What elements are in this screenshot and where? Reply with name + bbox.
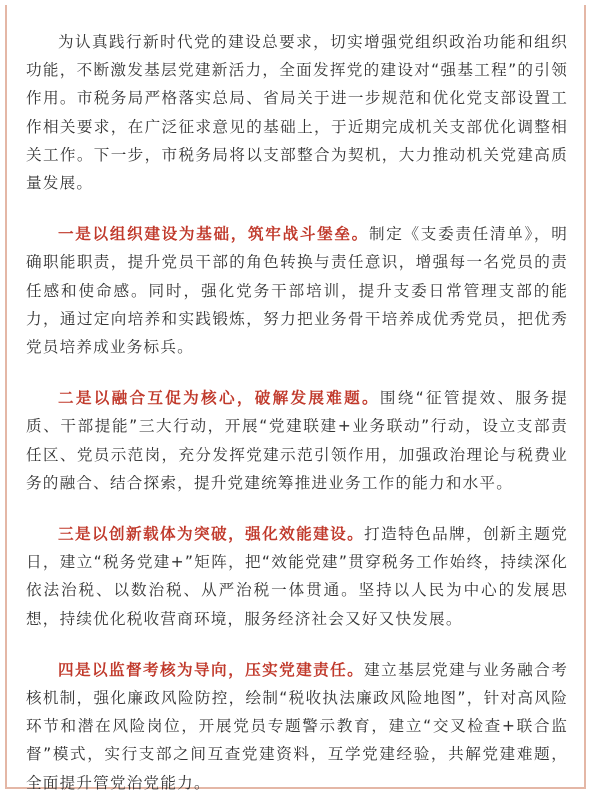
point-text-1: 制定《支委责任清单》，明确职能职责，提升党员干部的角色转换与责任意识，增强每一名党员的责任感和使命感。同时，强化党务干部培训，提升支委日常管理支部的能力，通过定向培养和实践锻炼，努力把业务骨干培养成优秀党员，把优秀党员培养成业务标兵。 [26,225,568,357]
article-body [26,28,568,797]
point-text-3: 打造特色品牌，创新主题党日，建立“税务党建+”矩阵，把“效能党建”贯穿税务工作始终，持续深化依法治税、以数治税、从严治税一体贯通。坚持以人民为中心的发展思想，持续优化税收营商环境，服务经济社会又好又快发展。 [26,525,568,628]
point-heading-1: 一是以组织建设为基础，筑牢战斗堡垒。 [58,225,369,244]
point-text-2: 围绕“征管提效、服务提质、干部提能”三大行动，开展“党建联建+业务联动”行动，设立支部责任区、党员示范岗，充分发挥党建示范引领作用，加强政治理论与税费业务的融合、结合探索，提升党建统筹推进业务工作的能力和水平。 [26,389,568,492]
point-heading-4: 四是以监督考核为导向，压实党建责任。 [58,660,365,679]
point-heading-2: 二是以融合互促为核心，破解发展难题。 [58,389,380,408]
point-paragraph-3 [26,520,568,633]
point-heading-3: 三是以创新载体为突破，强化效能建设。 [58,525,365,544]
point-paragraph-1 [26,220,568,361]
point-paragraph-2 [26,384,568,497]
point-text-4: 建立基层党建与业务融合考核机制，强化廉政风险防控，绘制“税收执法廉政风险地图”，针对高风险环节和潜在风险岗位，开展党员专题警示教育，建立“交叉检查+联合监督”模式，实行支部之间互查党建资料，互学党建经验，共解党建难题，全面提升管党治党能力。 [26,660,568,792]
point-paragraph-4 [26,656,568,797]
intro-paragraph: 为认真践行新时代党的建设总要求，切实增强党组织政治功能和组织功能，不断激发基层党建新活力，全面发挥党的建设对“强基工程”的引领作用。市税务局严格落实总局、省局关于进一步规范和优化党支部设置工作相关要求，在广泛征求意见的基础上，于近期完成机关支部优化调整相关工作。下一步，市税务局将以支部整合为契机，大力推动机关党建高质量发展。 [26,33,568,193]
